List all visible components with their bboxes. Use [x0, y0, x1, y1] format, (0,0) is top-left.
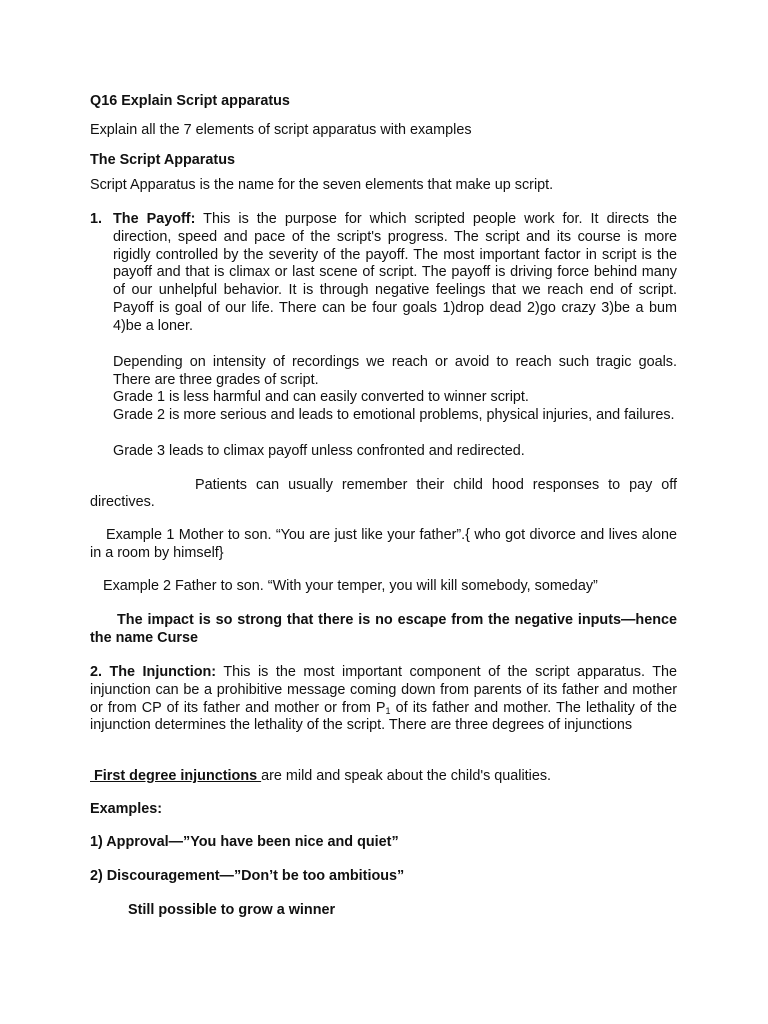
- first-degree-label: First degree injunctions: [90, 768, 262, 784]
- payoff-text: This is the purpose for which scripted people work for. It directs the direction, speed and pace of the script's progress. The script and its course is more rigidly controlled by the severity of the payoff. The most important factor in script is the payoff and that is climax or last scene of script. The payoff is driving force behind many of our unhelpful behavior. It is through negative feelings that we reach end of script. Payoff is goal of our life. There can be four goals 1)drop dead 2)go crazy 3)be a bum 4)be a loner.: [113, 211, 677, 334]
- grades-intro: Depending on intensity of recordings we reach or avoid to reach such tragic goals. There are three grades of script.: [113, 354, 677, 388]
- question-title: Q16 Explain Script apparatus: [90, 93, 290, 109]
- example-approval: 1) Approval—”You have been nice and quiet”: [90, 834, 399, 850]
- impact-statement: The impact is so strong that there is no escape from the negative inputs—hence the name Curse: [90, 612, 677, 646]
- injunction-text-2: of its father and mother. The lethality of the injunction determines the lethality of the script. There are three degrees of injunctions: [90, 699, 677, 734]
- grade-2: Grade 2 is more serious and leads to emotional problems, physical injuries, and failures.: [113, 407, 675, 423]
- example-discouragement: 2) Discouragement—”Don’t be too ambitious”: [90, 868, 405, 884]
- winner-note: Still possible to grow a winner: [128, 902, 336, 918]
- intro-paragraph: Script Apparatus is the name for the seven elements that make up script.: [90, 177, 554, 193]
- patients-line: Patients can usually remember their child hood responses to pay off: [195, 477, 677, 493]
- patients-line-cont: directives.: [90, 494, 155, 510]
- section-title: The Script Apparatus: [90, 152, 235, 168]
- first-degree-text: are mild and speak about the child's qualities.: [261, 768, 552, 784]
- injunction-text-1: This is the most important component of the script apparatus. The injunction can be a prohibitive message coming down from parents of its father and mother or from CP of its father and mother or from P: [90, 664, 678, 716]
- examples-heading: Examples:: [90, 801, 162, 817]
- first-degree-paragraph: [90, 768, 551, 786]
- injunction-subscript: 1: [385, 705, 391, 716]
- payoff-label: The Payoff:: [113, 211, 196, 227]
- injunction-paragraph: [90, 664, 677, 735]
- grade-1: Grade 1 is less harmful and can easily converted to winner script.: [113, 389, 529, 405]
- example-1: Example 1 Mother to son. “You are just like your father”.{ who got divorce and lives alone in a room by himself}: [90, 527, 677, 561]
- example-2: Example 2 Father to son. “With your temper, you will kill somebody, someday”: [103, 578, 598, 594]
- question-text: Explain all the 7 elements of script apparatus with examples: [90, 122, 472, 138]
- payoff-number: 1.: [90, 211, 103, 227]
- grade-3: Grade 3 leads to climax payoff unless confronted and redirected.: [113, 443, 525, 459]
- payoff-paragraph: [113, 211, 677, 336]
- injunction-label: 2. The Injunction:: [90, 664, 217, 680]
